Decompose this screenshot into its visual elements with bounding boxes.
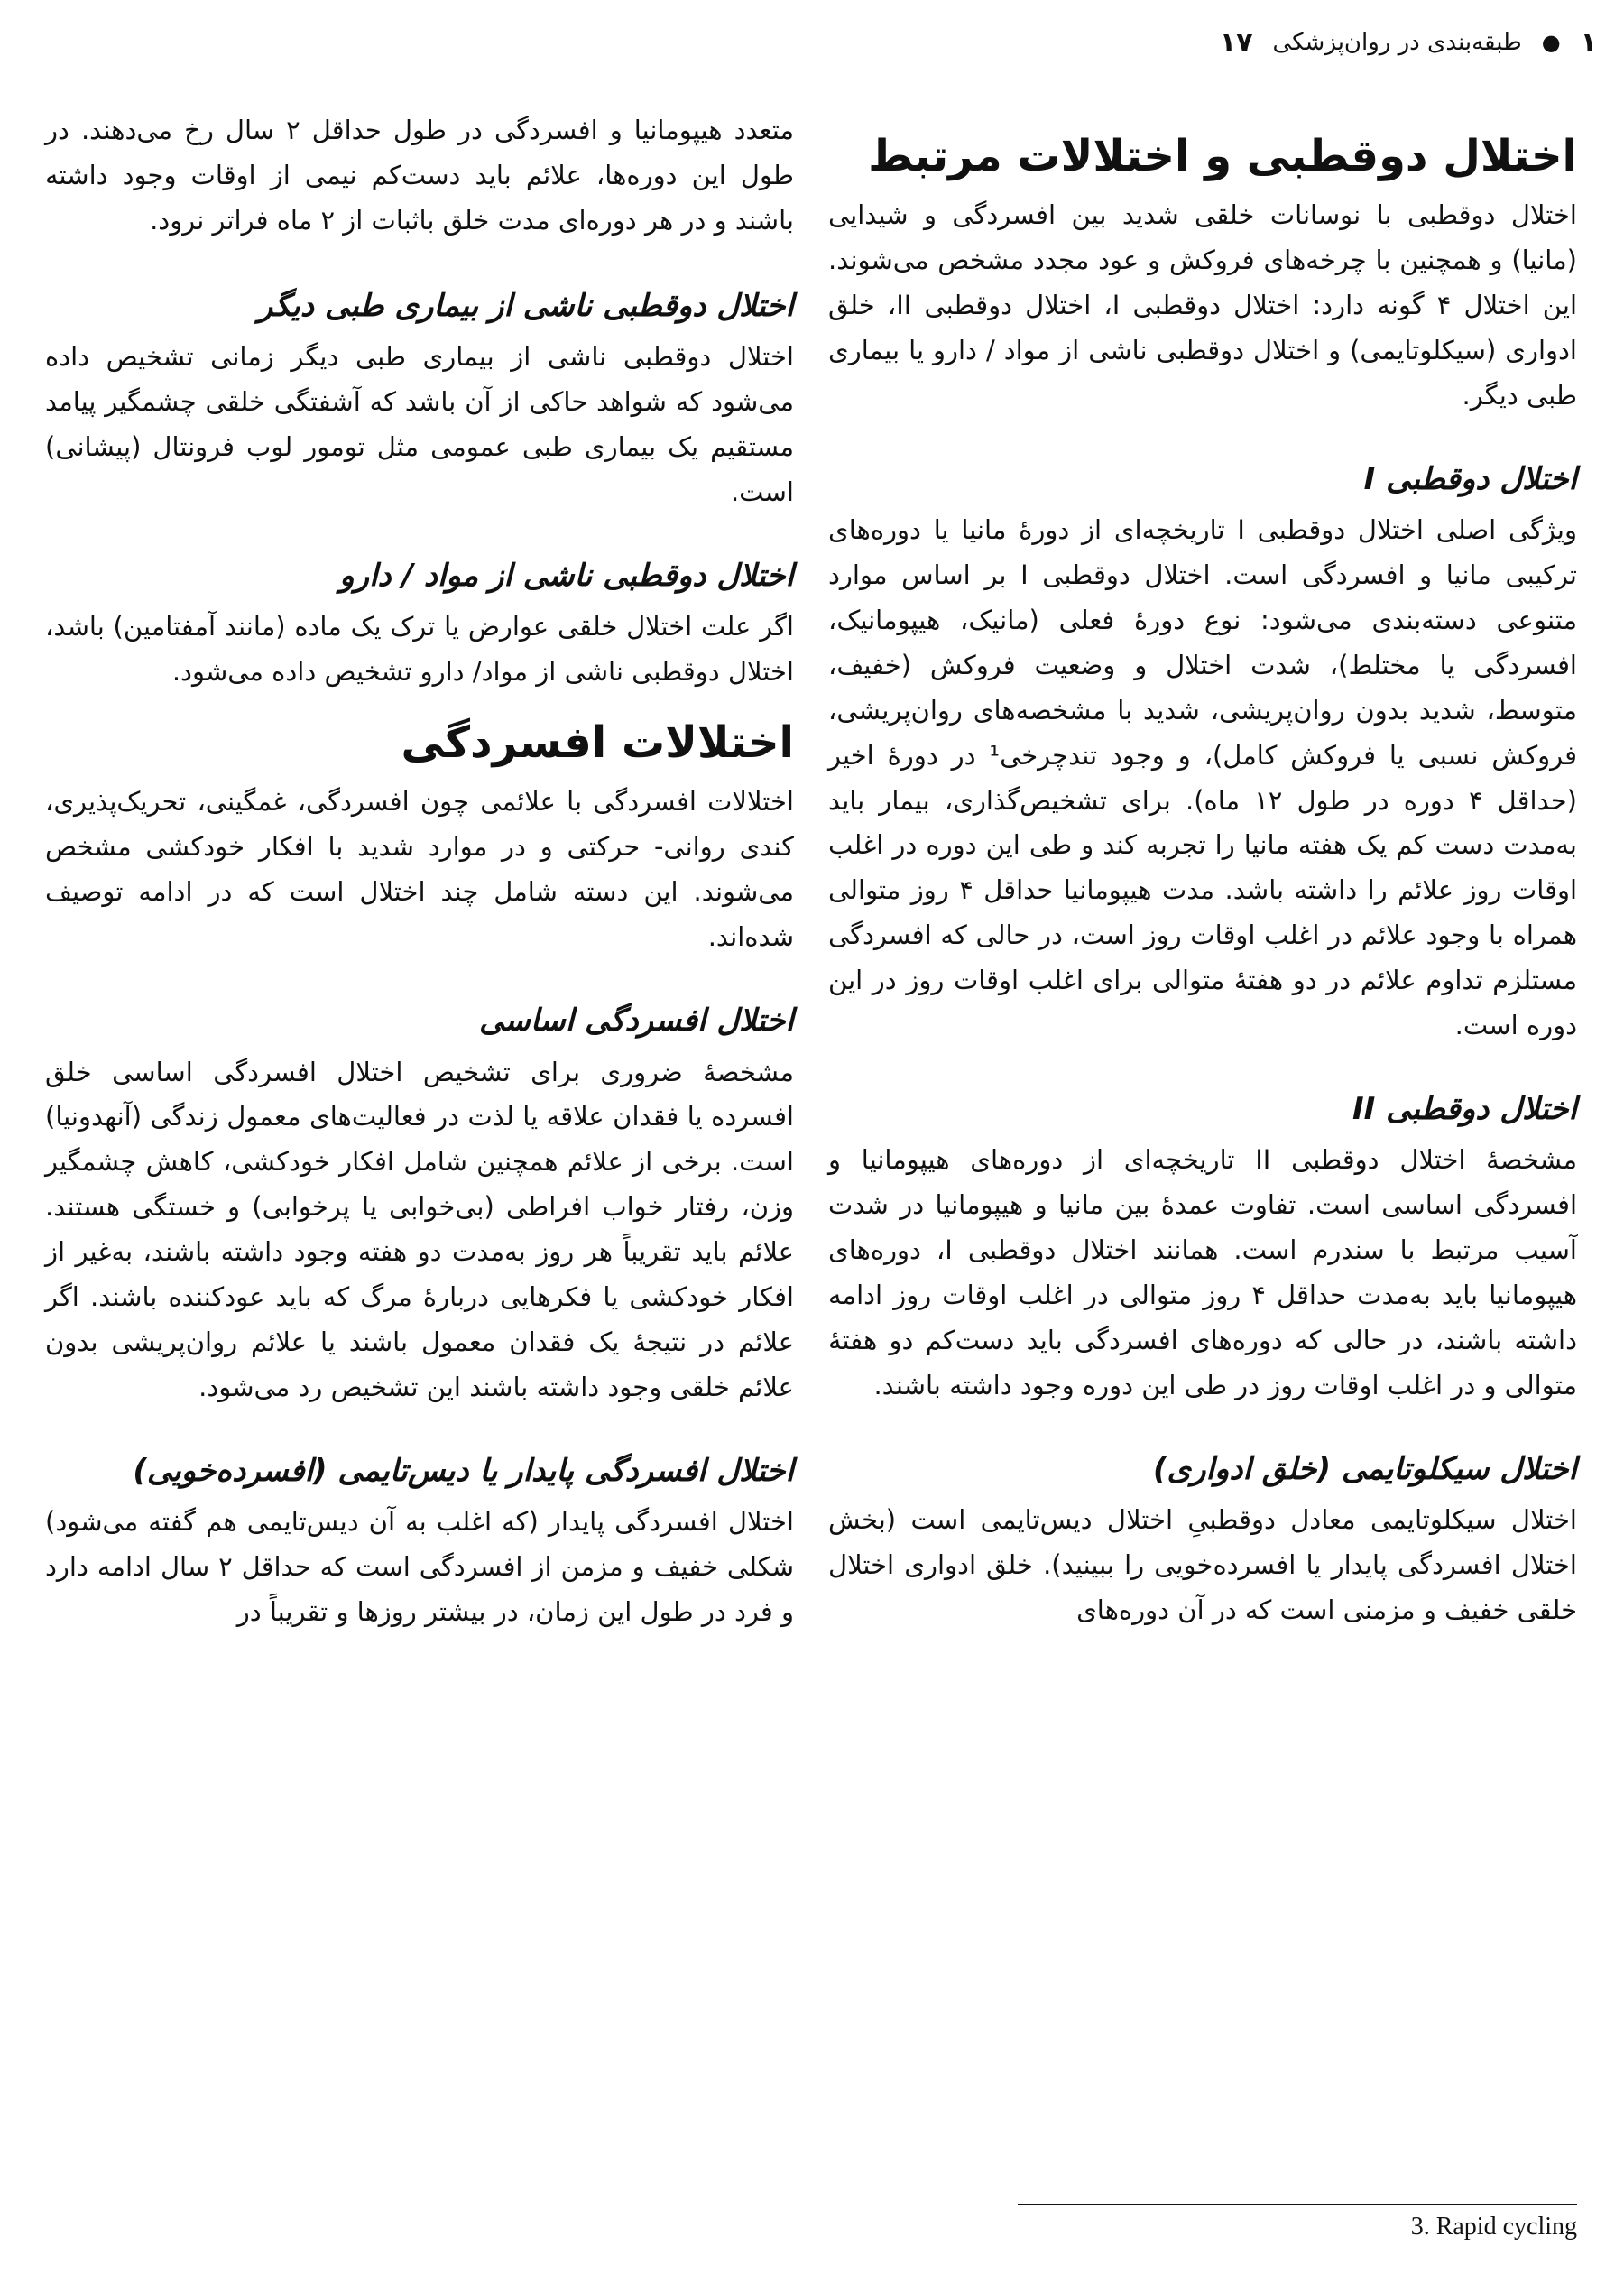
major-depressive-paragraph: مشخصۀ ضروری برای تشخیص اختلال افسردگی اساسی خلق افسرده یا فقدان علاقه یا لذت در فعالیت‌های معمول زندگی (آنهدونیا) است. برخی از علائم همچنین شامل افکار خودکشی، کاهش چشمگیر وزن، رفتار خواب افراطی (بی‌خوابی یا پرخوابی) و خستگی هستند. علائم باید تقریباً هر روز به‌مدت دو هفته وجود داشته باشند، به‌غیر از افکار خودکشی یا فکرهایی دربارۀ مرگ که باید عودکننده باشند. اگر علائم در نتیجۀ یک فقدان معمول باشند یا علائم روان‌پریشی بدون علائم خلقی وجود داشته باشند این تشخیص رد می‌شود. [45,1056,794,1402]
heading-bipolar-substance: اختلال دوقطبی ناشی از مواد / دارو [339,557,794,594]
chapter-number: ۱ [1580,26,1597,59]
footnote-divider [1018,2204,1577,2205]
heading-bipolar-1: اختلال دوقطبی I [1363,460,1577,497]
heading-bipolar-medical: اختلال دوقطبی ناشی از بیماری طبی دیگر [257,287,794,324]
section-title-bipolar: اختلال دوقطبی و اختلالات مرتبط [868,131,1577,181]
bipolar-medical-paragraph: اختلال دوقطبی ناشی از بیماری طبی دیگر زمانی تشخیص داده می‌شود که شواهد حاکی از آن باشد که آشفتگی خلقی چشمگیر پیامد مستقیم یک بیماری طبی عمومی مثل تومور لوب فرونتال (پیشانی) است. [45,341,794,507]
page-number: ۱۷ [1219,26,1253,59]
section-title-depressive: اختلالات افسردگی [401,717,794,769]
bullet-separator: ● [1541,30,1561,55]
footnote: 3. Rapid cycling [1410,2213,1577,2241]
bipolar-intro-paragraph: اختلال دوقطبی با نوسانات خلقی شدید بین افسردگی و شیدایی (مانیا) و همچنین با چرخه‌های فروکش و عود مجدد مشخص می‌شوند. این اختلال ۴ گونه دارد: اختلال دوقطبی I، اختلال دوقطبی II، خلق ادواری (سیکلوتایمی) و اختلال دوقطبی ناشی از مواد / دارو یا بیماری طبی دیگر. [828,199,1577,411]
right-column [828,108,1577,1633]
cyclothymia-paragraph: اختلال سیکلوتایمی معادل دوقطبیِ اختلال دیس‌تایمی است (بخش اختلال افسردگی پایدار یا افسرده‌خویی را ببینید). خلق ادواری اختلال خلقی خفیف و مزمنی است که در آن دوره‌های [828,1504,1577,1626]
left-column [45,108,794,1635]
page-header [36,20,1597,65]
chapter-title: طبقه‌بندی در روان‌پزشکی [1272,29,1522,56]
depressive-intro-paragraph: اختلالات افسردگی با علائمی چون افسردگی، غمگینی، تحریک‌پذیری، کندی روانی- حرکتی و در موارد شدید با افکار خودکشی مشخص می‌شوند. این دسته شامل چند اختلال است که در ادامه توصیف شده‌اند. [45,786,794,953]
bipolar-substance-paragraph: اگر علت اختلال خلقی عوارض یا ترک یک ماده (مانند آمفتامین) باشد، اختلال دوقطبی ناشی از مواد/ دارو تشخیص داده می‌شود. [45,611,794,688]
heading-major-depressive: اختلال افسردگی اساسی [479,1002,794,1039]
heading-bipolar-2: اختلال دوقطبی II [1352,1090,1577,1127]
bipolar-1-paragraph: ویژگی اصلی اختلال دوقطبی I تاریخچه‌ای از دورۀ مانیا یا دوره‌های ترکیبی مانیا و افسردگی است. اختلال دوقطبی I بر اساس موارد متنوعی دسته‌بندی می‌شود: نوع دورۀ فعلی (مانیک، هیپومانیک، افسردگی یا مختلط)، شدت اختلال و وضعیت فروکش (خفیف، متوسط، شدید بدون روان‌پریشی، شدید با مشخصه‌های روان‌پریشی، فروکش نسبی یا فروکش کامل)، و وجود تندچرخی¹ در دورۀ اخیر (حداقل ۴ دوره در طول ۱۲ ماه). برای تشخیص‌گذاری، بیمار باید به‌مدت دست کم یک هفته مانیا را تجربه کند و طی این دوره در اغلب اوقات روز علائم را داشته باشد. مدت هیپومانیا حداقل ۴ روز متوالی همراه با وجود علائم در اغلب اوقات روز است، در حالی که افسردگی مستلزم تداوم علائم در دو هفتۀ متوالی برای اغلب اوقات روز در این دوره است. [828,514,1578,1040]
persistent-depressive-paragraph: اختلال افسردگی پایدار (که اغلب به آن دیس‌تایمی هم گفته می‌شود) شکلی خفیف و مزمن از افسردگی است که حداقل ۲ سال ادامه دارد و فرد در طول این زمان، در بیشتر روزها و تقریباً در [45,1506,795,1627]
bipolar-2-paragraph: مشخصۀ اختلال دوقطبی II تاریخچه‌ای از دوره‌های هیپومانیا و افسردگی اساسی است. تفاوت عمدۀ بین مانیا و هیپومانیا در شدت آسیب مرتبط با سندرم است. همانند اختلال دوقطبی I، دوره‌های هیپومانیا باید به‌مدت حداقل ۴ روز متوالی در اغلب اوقات روز ادامه داشته باشند، در حالی که دوره‌های افسردگی باید دست‌کم دو هفتۀ متوالی و در اغلب اوقات روز در طی این دوره وجود داشته باشند. [828,1144,1578,1400]
heading-cyclothymia: اختلال سیکلوتایمی (خلق ادواری) [1152,1450,1577,1487]
heading-persistent-depressive: اختلال افسردگی پایدار یا دیس‌تایمی (افسرده‌خویی) [133,1452,794,1489]
cyclothymia-continued-paragraph: متعدد هیپومانیا و افسردگی در طول حداقل ۲ سال رخ می‌دهند. در طول این دوره‌ها، علائم باید دست‌کم نیمی از اوقات وجود داشته باشند و در هر دوره‌ای مدت خلق باثبات از ۲ ماه فراتر نرود. [45,115,795,236]
